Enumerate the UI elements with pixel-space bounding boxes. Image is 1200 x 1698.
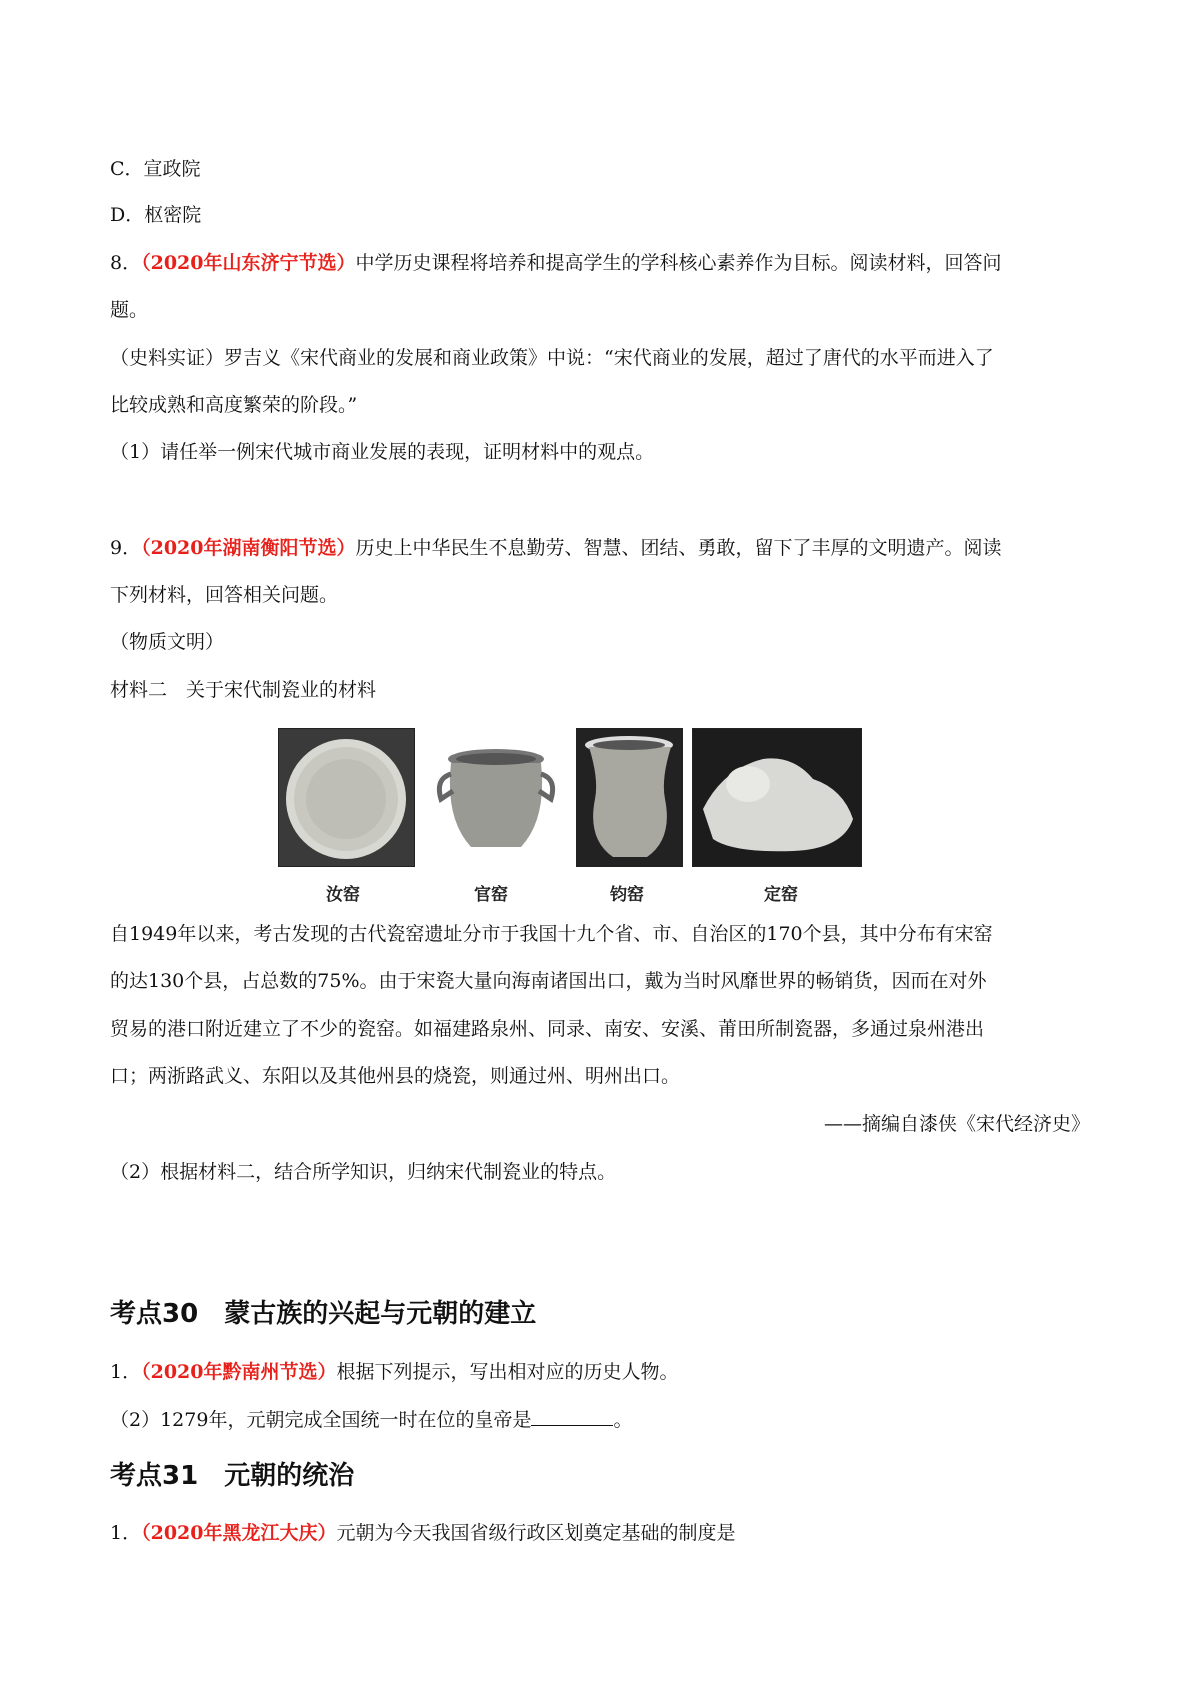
- q8-source: （2020年山东济宁节选）: [141, 252, 356, 274]
- q9-material-title: 材料二 关于宋代制瓷业的材料: [110, 679, 377, 701]
- q8-material-line2: 比较成熟和高度繁荣的阶段。”: [110, 394, 358, 416]
- q8-stem-cont: 题。: [110, 299, 149, 321]
- q8-stem-text: 中学历史课程将培养和提高学生的学科核心素养作为目标。阅读材料，回答问: [355, 252, 1002, 274]
- topic30-heading: [110, 1297, 536, 1331]
- q9-sub2: （2）根据材料二，结合所学知识，归纳宋代制瓷业的特点。: [110, 1161, 617, 1183]
- option-d: D．枢密院: [110, 204, 202, 226]
- porcelain-photos: [278, 728, 948, 903]
- topic31-q1-number: 1．: [110, 1522, 142, 1544]
- q8-number: 8．: [110, 252, 142, 274]
- topic30-q1-stem: [110, 1358, 679, 1386]
- topic30-q1-text: 根据下列提示，写出相对应的历史人物。: [336, 1361, 679, 1383]
- topic31-q1-stem: [110, 1519, 736, 1547]
- topic30-q1-source: （2020年黔南州节选）: [141, 1361, 337, 1383]
- q9-attribution: ——摘编自漆侠《宋代经济史》: [823, 1113, 1090, 1135]
- topic31-q1-text: 元朝为今天我国省级行政区划奠定基础的制度是: [336, 1522, 736, 1544]
- q8-stem: [110, 249, 1002, 277]
- ru-kiln-caption: 汝窑: [326, 885, 360, 905]
- topic31-q1-source: （2020年黑龙江大庆）: [141, 1522, 337, 1544]
- topic30-label: 考点30: [110, 1299, 199, 1329]
- topic30-q1-number: 1．: [110, 1361, 142, 1383]
- topic30-q1-sub2-end: 。: [613, 1409, 633, 1431]
- q9-source: （2020年湖南衡阳节选）: [141, 537, 356, 559]
- option-c: C．宣政院: [110, 158, 201, 180]
- ru-kiln-photo: [278, 728, 415, 867]
- q9-section: （物质文明）: [110, 631, 225, 653]
- ding-kiln-photo: [692, 728, 862, 867]
- topic30-q1-sub2-text: （2）1279年，元朝完成全国统一时在位的皇帝是: [110, 1409, 532, 1431]
- q9-para-line4: 口；两浙路武义、东阳以及其他州县的烧瓷，则通过州、明州出口。: [110, 1065, 681, 1087]
- q9-number: 9．: [110, 537, 142, 559]
- jun-kiln-photo: [576, 728, 683, 867]
- q9-stem-text: 历史上中华民生不息勤劳、智慧、团结、勇敢，留下了丰厚的文明遗产。阅读: [355, 537, 1002, 559]
- q9-stem: [110, 534, 1002, 562]
- topic31-title: 元朝的统治: [224, 1461, 355, 1491]
- q9-stem-cont: 下列材料，回答相关问题。: [110, 584, 339, 606]
- jun-kiln-caption: 钧窑: [610, 885, 644, 905]
- q9-para-line2: 的达130个县，占总数的75%。由于宋瓷大量向海南诸国出口，戴为当时风靡世界的畅销货，因而在对外: [110, 970, 987, 992]
- guan-kiln-photo: [430, 728, 562, 867]
- q9-para-line1: 自1949年以来，考古发现的古代瓷窑遗址分市于我国十九个省、市、自治区的170个县，其中分布有宋窑: [110, 923, 993, 945]
- topic31-label: 考点31: [110, 1461, 199, 1491]
- q8-sub1: （1）请任举一例宋代城市商业发展的表现，证明材料中的观点。: [110, 441, 655, 463]
- ding-kiln-caption: 定窑: [764, 885, 798, 905]
- q8-material-line1: （史料实证）罗吉义《宋代商业的发展和商业政策》中说：“宋代商业的发展，超过了唐代的水平而进入了: [110, 347, 994, 369]
- topic30-title: 蒙古族的兴起与元朝的建立: [224, 1299, 537, 1329]
- topic31-heading: [110, 1459, 354, 1493]
- answer-blank[interactable]: [531, 1405, 613, 1426]
- guan-kiln-caption: 官窑: [474, 885, 508, 905]
- q9-para-line3: 贸易的港口附近建立了不少的瓷窑。如福建路泉州、同录、南安、安溪、莆田所制瓷器，多通过泉州港出: [110, 1018, 985, 1040]
- topic30-q1-sub2: [110, 1405, 632, 1434]
